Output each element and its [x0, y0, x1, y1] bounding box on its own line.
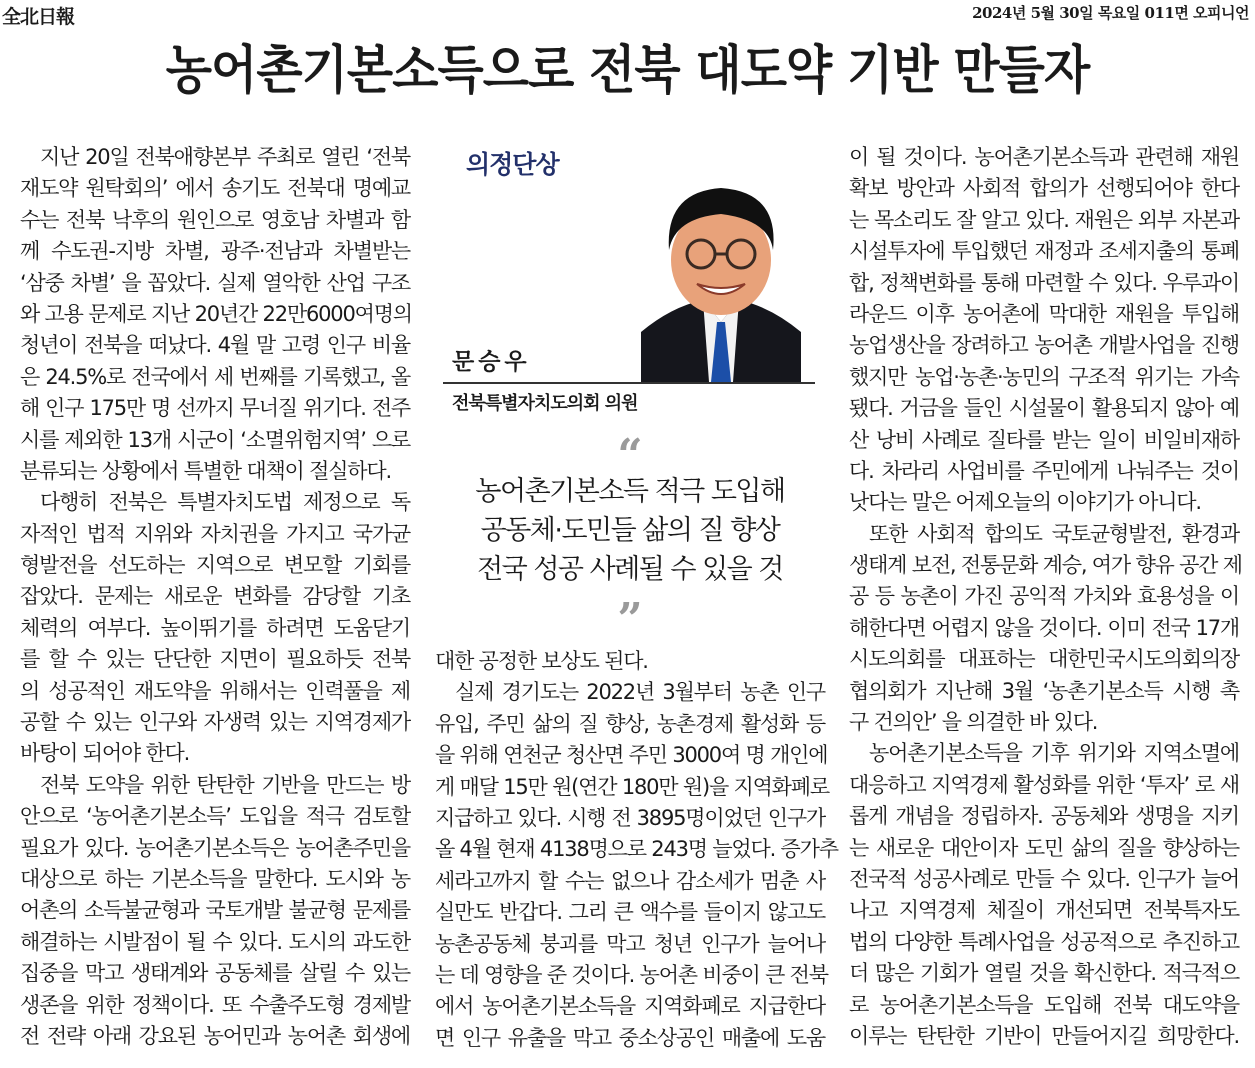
- article-text-line: 했지만 농업·농촌·농민의 구조적 위기는 가속: [849, 364, 1239, 389]
- article-text-line: 해결하는 시발점이 될 수 있다. 도시의 과도한: [20, 929, 410, 954]
- article-text-line: 을 위해 연천군 청산면 주민 3000여 명 개인에: [435, 743, 828, 768]
- pull-quote-line: 공동체·도민들 삶의 질 향상: [480, 515, 780, 546]
- article-text-line: 는 데 영향을 준 것이다. 농어촌 비중이 큰 전북: [435, 962, 828, 987]
- article-text-line: 실제 경기도는 2022년 3월부터 농촌 인구: [455, 680, 825, 705]
- newspaper-logo: 全北日報: [2, 6, 75, 28]
- article-text-line: 께 수도권-지방 차별, 광주·전남과 차별받는: [20, 239, 410, 264]
- article-text-line: 다. 차라리 사업비를 주민에게 나눠주는 것이: [849, 458, 1239, 483]
- pull-quote-line: 전국 성공 사례될 수 있을 것: [477, 554, 783, 585]
- article-text-line: 수는 전북 낙후의 원인으로 영호남 차별과 함: [20, 207, 410, 232]
- article-text-line: 협의회가 지난해 3월 ‘농촌기본소득 시행 촉: [849, 678, 1239, 703]
- article-text-line: 롭게 개념을 정립하자. 공동체와 생명을 지키: [849, 804, 1239, 829]
- article-text-line: 로 농어촌기본소득을 도입해 전북 대도약을: [849, 992, 1239, 1017]
- article-column-1: [20, 142, 410, 1052]
- article-text-line: 생존을 위한 정책이다. 또 수출주도형 경제발: [20, 992, 410, 1017]
- article-text-line: 올 4월 현재 4138명으로 243명 늘었다. 증가추: [435, 837, 838, 862]
- article-text-line: 를 할 수 있는 단단한 지면이 필요하듯 전북: [20, 647, 410, 672]
- article-text-line: 전북 도약을 위한 탄탄한 기반을 만드는 방: [40, 772, 410, 797]
- author-name: 문승우: [452, 349, 531, 375]
- article-text-line: 시도의회를 대표하는 대한민국시도의회의장: [849, 647, 1239, 672]
- article-text-line: 체력의 여부다. 높이뛰기를 하려면 도움닫기: [20, 615, 410, 640]
- close-quote-icon: ”: [617, 594, 643, 645]
- article-column-3: [849, 142, 1242, 1052]
- article-text-line: 농촌공동체 붕괴를 막고 청년 인구가 늘어나: [435, 931, 825, 956]
- article-text-line: 집중을 막고 생태계와 공동체를 살릴 수 있는: [20, 961, 410, 986]
- article-text-line: 재도약 원탁회의’ 에서 송기도 전북대 명예교: [20, 176, 410, 201]
- article-text-line: 라운드 이후 농어촌에 막대한 재원을 투입해: [849, 301, 1239, 326]
- article-text-line: 낫다는 말은 어제오늘의 이야기가 아니다.: [849, 490, 1201, 515]
- article-text-line: 면 인구 유출을 막고 중소상공인 매출에 도움: [435, 1025, 825, 1050]
- article-text-line: 해한다면 어렵지 않을 것이다. 이미 전국 17개: [849, 615, 1239, 640]
- article-text-line: 지난 20일 전북애향본부 주최로 열린 ‘전북: [40, 145, 410, 169]
- pull-quote: [440, 472, 820, 589]
- article-text-line: 나고 지역경제 체질이 개선되면 전북특자도: [849, 898, 1239, 923]
- article-text-line: 또한 사회적 합의도 국토균형발전, 환경과: [869, 521, 1239, 546]
- article-text-line: 형발전을 선도하는 지역으로 변모할 기회를: [20, 553, 410, 578]
- author-title: 전북특별자치도의회 의원: [452, 393, 638, 414]
- article-column-2: [435, 646, 838, 1054]
- article-text-line: 대상으로 하는 기본소득을 말한다. 도시와 농: [20, 866, 410, 891]
- article-text-line: 산 낭비 사례로 질타를 받는 일이 비일비재하: [849, 427, 1239, 452]
- article-text-line: 의 성공적인 재도약을 위해서는 인력풀을 제: [20, 678, 410, 703]
- article-text-line: 대한 공정한 보상도 된다.: [435, 649, 648, 673]
- article-text-line: 해 인구 175만 명 선까지 무너질 위기다. 전주: [20, 396, 410, 421]
- article-text-line: 농어촌기본소득을 기후 위기와 지역소멸에: [869, 741, 1239, 766]
- article-text-line: 공 등 농촌이 가진 공익적 가치와 효용성을 이: [849, 584, 1239, 609]
- article-text-line: 농업생산을 장려하고 농어촌 개발사업을 진행: [849, 333, 1239, 358]
- article-text-line: 됐다. 거금을 들인 시설물이 활용되지 않아 예: [849, 396, 1239, 421]
- dateline: 2024년 5월 30일 목요일 011면 오피니언: [972, 4, 1249, 22]
- article-text-line: 생태계 보전, 전통문화 계승, 여가 향유 공간 제: [849, 553, 1242, 578]
- article-text-line: 지급하고 있다. 시행 전 3895명이었던 인구가: [435, 805, 825, 830]
- open-quote-icon: “: [617, 430, 643, 481]
- article-text-line: 다행히 전북은 특별자치도법 제정으로 독: [40, 490, 410, 515]
- pull-quote-line: 농어촌기본소득 적극 도입해: [475, 476, 785, 507]
- article-text-line: 은 24.5%로 전국에서 세 번째를 기록했고, 올: [20, 364, 410, 389]
- author-photo: [641, 172, 801, 382]
- article-text-line: 잡았다. 문제는 새로운 변화를 감당할 기초: [20, 584, 410, 609]
- article-text-line: 합, 정책변화를 통해 마련할 수 있다. 우루과이: [849, 270, 1239, 295]
- article-text-line: 대응하고 지역경제 활성화를 위한 ‘투자’ 로 새: [849, 772, 1239, 797]
- divider: [443, 382, 815, 384]
- headline: 농어촌기본소득으로 전북 대도약 기반 만들자: [165, 41, 1090, 101]
- article-text-line: 이루는 탄탄한 기반이 만들어지길 희망한다.: [849, 1023, 1239, 1048]
- article-text-line: 게 매달 15만 원(연간 180만 원)을 지역화폐로: [435, 774, 829, 799]
- article-text-line: 이 될 것이다. 농어촌기본소득과 관련해 재원: [849, 145, 1239, 169]
- article-text-line: 세라고까지 할 수는 없으나 감소세가 멈춘 사: [435, 868, 825, 893]
- column-name: 의정단상: [466, 150, 559, 179]
- article-text-line: 에서 농어촌기본소득을 지역화폐로 지급한다: [435, 994, 825, 1019]
- article-text-line: 자적인 법적 지위와 자치권을 가지고 국가균: [20, 521, 410, 546]
- article-text-line: 필요가 있다. 농어촌기본소득은 농어촌주민을: [20, 835, 410, 860]
- article-text-line: 시를 제외한 13개 시군이 ‘소멸위험지역’ 으로: [20, 427, 410, 452]
- article-text-line: 유입, 주민 삶의 질 향상, 농촌경제 활성화 등: [435, 711, 825, 736]
- article-text-line: 실만도 반갑다. 그리 큰 액수를 들이지 않고도: [435, 900, 825, 925]
- article-text-line: 와 고용 문제로 지난 20년간 22만6000여명의: [20, 301, 412, 326]
- article-text-line: 청년이 전북을 떠났다. 4월 말 고령 인구 비율: [20, 333, 410, 358]
- article-text-line: ‘삼중 차별’ 을 꼽았다. 실제 열악한 산업 구조: [20, 270, 410, 295]
- article-text-line: 는 목소리도 잘 알고 있다. 재원은 외부 자본과: [849, 207, 1239, 232]
- article-text-line: 구 건의안’ 을 의결한 바 있다.: [849, 710, 1098, 735]
- article-text-line: 전 전략 아래 강요된 농어민과 농어촌 회생에: [20, 1023, 410, 1048]
- article-text-line: 확보 방안과 사회적 합의가 선행되어야 한다: [849, 176, 1239, 201]
- article-text-line: 공할 수 있는 인구와 자생력 있는 지역경제가: [20, 710, 410, 735]
- article-text-line: 분류되는 상황에서 특별한 대책이 절실하다.: [20, 458, 391, 483]
- article-text-line: 시설투자에 투입했던 재정과 조세지출의 통폐: [849, 239, 1239, 264]
- article-text-line: 어촌의 소득불균형과 국토개발 불균형 문제를: [20, 898, 410, 923]
- article-text-line: 법의 다양한 특례사업을 성공적으로 추진하고: [849, 929, 1239, 954]
- article-text-line: 더 많은 기회가 열릴 것을 확신한다. 적극적으: [849, 961, 1239, 986]
- article-text-line: 안으로 ‘농어촌기본소득’ 도입을 적극 검토할: [20, 804, 410, 829]
- article-text-line: 는 새로운 대안이자 도민 삶의 질을 향상하는: [849, 835, 1239, 860]
- article-text-line: 바탕이 되어야 한다.: [20, 741, 190, 766]
- article-text-line: 전국적 성공사례로 만들 수 있다. 인구가 늘어: [849, 866, 1239, 891]
